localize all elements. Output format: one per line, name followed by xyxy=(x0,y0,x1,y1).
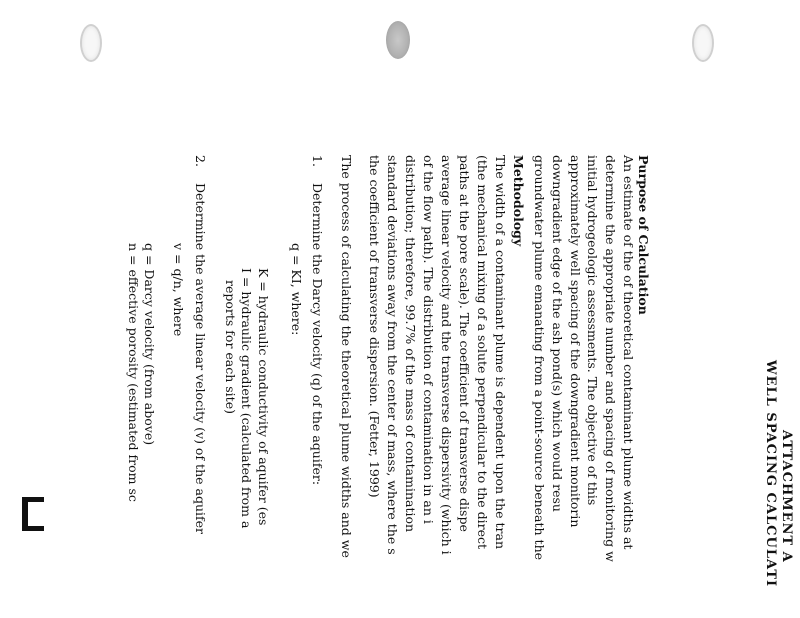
purpose-line: determine the appropriate number and spacing of monitoring w xyxy=(603,155,618,562)
step2-number: 2. xyxy=(193,155,208,167)
methodology-line: (the mechanical mixing of a solute perpendicular to the direct xyxy=(475,155,490,550)
process-intro: The process of calculating the theoretical plume widths and we xyxy=(339,155,354,558)
doc-subtitle: WELL SPACING CALCULATI xyxy=(763,360,778,588)
step1-formula: q = KI, where: xyxy=(289,243,304,336)
step2-definition: n = effective porosity (estimated from sc xyxy=(126,243,141,502)
step1-definition: I = hydraulic gradient (calculated from a xyxy=(239,268,254,529)
purpose-line: groundwater plume emanating from a point-source beneath the xyxy=(532,155,547,561)
methodology-line: of the flow path). The distribution of contamination in an i xyxy=(421,155,436,524)
step1-text: Determine the Darcy velocity (q) of the aquifer: xyxy=(310,183,325,486)
doc-title: ATTACHMENT A xyxy=(779,430,794,563)
purpose-line: initial hydrogeologic assessments. The objective of this xyxy=(585,155,600,506)
step1-number: 1. xyxy=(310,155,325,167)
methodology-line: standard deviations away from the center of mass, where the s xyxy=(385,155,400,555)
step1-definition: reports for each site) xyxy=(223,280,238,414)
purpose-line: downgradient edge of the ash pond(s) which would resu xyxy=(550,155,565,512)
methodology-line: The width of a contaminant plume is dependent upon the tran xyxy=(493,155,508,550)
methodology-heading: Methodology xyxy=(511,155,526,247)
methodology-line: paths at the pore scale). The coefficient of transverse dispe xyxy=(457,155,472,532)
methodology-line: average linear velocity and the transverse dispersivity (which i xyxy=(439,155,454,555)
step2-formula: v = q/n, where xyxy=(171,243,186,337)
methodology-line: distribution; therefore, 99.7% of the mass of contamination xyxy=(403,155,418,533)
step1-definition: K = hydraulic conductivity of aquifer (es xyxy=(256,268,271,526)
purpose-line: approximately well spacing of the downgradient monitorin xyxy=(568,155,583,528)
step2-definition: q = Darcy velocity (from above) xyxy=(142,243,157,446)
step2-text: Determine the average linear velocity (v) of the aquifer xyxy=(193,183,208,534)
methodology-line: the coefficient of transverse dispersion. (Fetter, 1999) xyxy=(367,155,382,498)
purpose-heading: Purpose of Calculation xyxy=(636,155,651,315)
purpose-line: An estimate of the of theoretical contaminant plume widths at xyxy=(621,155,636,550)
